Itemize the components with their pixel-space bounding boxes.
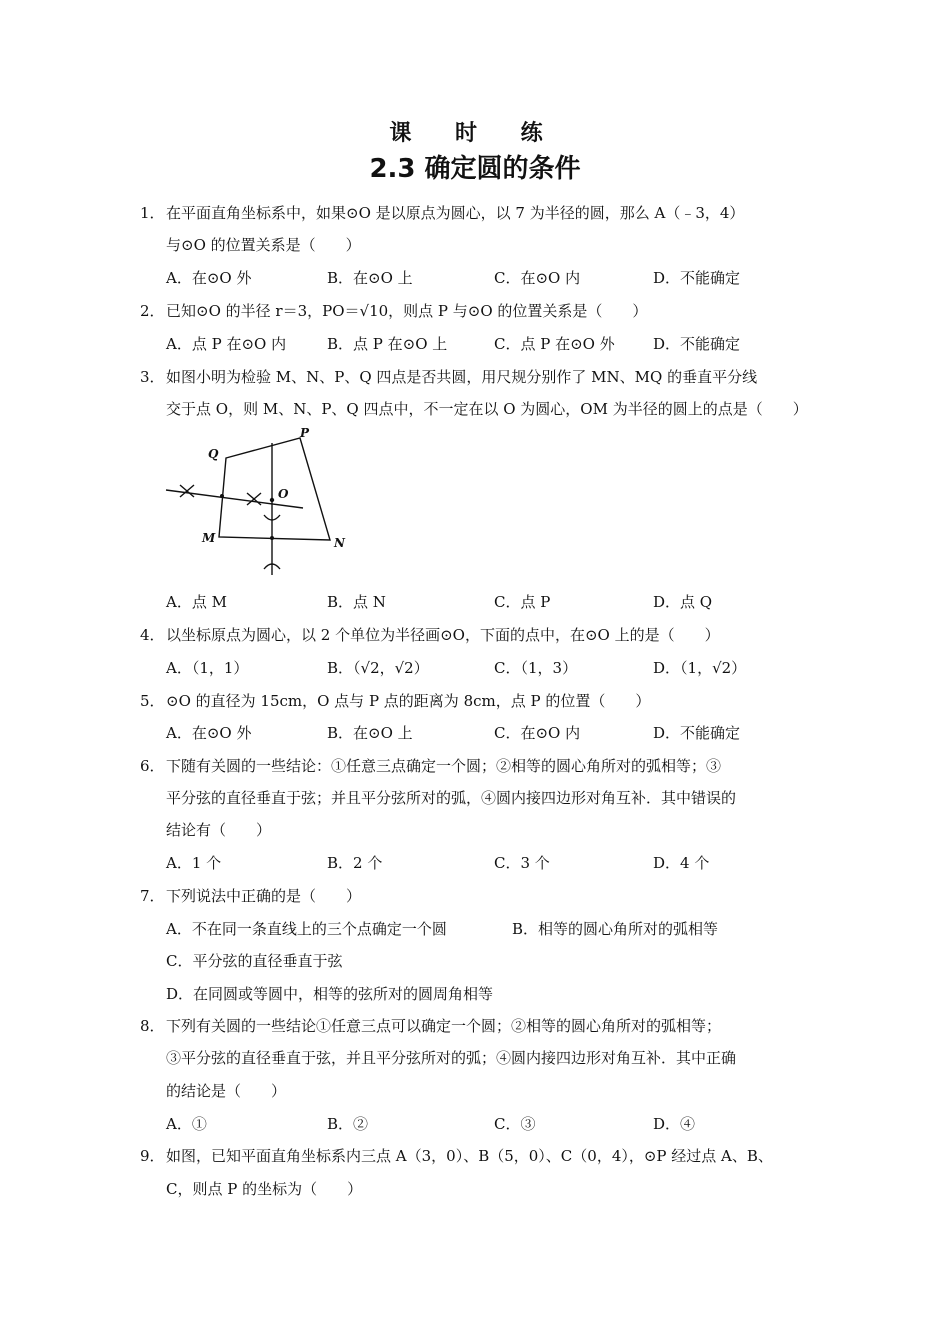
question-1-line-2: 与⊙O 的位置关系是（ ） — [166, 236, 361, 254]
question-1-option-a[interactable]: A．在⊙O 外 — [166, 269, 252, 287]
question-4-option-a[interactable]: A．（1，1） — [166, 659, 249, 677]
label-p: P — [300, 426, 310, 440]
question-8-option-b[interactable]: B．② — [327, 1115, 369, 1133]
question-8-number: 8． — [140, 1017, 165, 1035]
label-m: M — [202, 531, 216, 545]
question-1-number: 1． — [140, 204, 165, 222]
question-7-line-1: 下列说法中正确的是（ ） — [166, 887, 362, 905]
question-7-number: 7． — [140, 887, 165, 905]
question-2-option-b[interactable]: B．点 P 在⊙O 上 — [327, 335, 448, 353]
question-6-number: 6． — [140, 757, 165, 775]
question-3-option-c[interactable]: C．点 P — [494, 593, 551, 611]
question-6-option-d[interactable]: D．4 个 — [653, 854, 710, 872]
question-8-line-2: ③平分弦的直径垂直于弦，并且平分弦所对的弧；④圆内接四边形对角互补．其中正确 — [166, 1049, 737, 1067]
question-4-option-d[interactable]: D．（1，√2） — [653, 659, 747, 677]
question-9-line-1: 如图，已知平面直角坐标系内三点 A（3，0）、B（5，0）、C（0，4），⊙P 经过点 A、B、 — [166, 1147, 773, 1165]
question-8-option-a[interactable]: A．① — [166, 1115, 207, 1133]
quadrilateral-mnpq — [219, 438, 330, 540]
question-8-line-3: 的结论是（ ） — [166, 1082, 287, 1100]
question-5-option-c[interactable]: C．在⊙O 内 — [494, 724, 581, 742]
question-6-option-c[interactable]: C．3 个 — [494, 854, 550, 872]
label-n: N — [334, 536, 345, 550]
question-3-line-2: 交于点 O，则 M、N、P、Q 四点中，不一定在以 O 为圆心，OM 为半径的圆上的点是（ ） — [166, 400, 808, 418]
question-8-option-c[interactable]: C．③ — [494, 1115, 536, 1133]
question-9-line-2: C，则点 P 的坐标为（ ） — [166, 1180, 363, 1198]
question-4-option-c[interactable]: C．（1，3） — [494, 659, 578, 677]
question-5-option-b[interactable]: B．在⊙O 上 — [327, 724, 413, 742]
lesson-title: 2.3 确定圆的条件 — [369, 154, 581, 184]
question-7-option-a[interactable]: A．不在同一条直线上的三个点确定一个圆 — [166, 920, 447, 938]
question-4-line-1: 以坐标原点为圆心，以 2 个单位为半径画⊙O，下面的点中，在⊙O 上的是（ ） — [166, 626, 720, 644]
question-3-line-1: 如图小明为检验 M、N、P、Q 四点是否共圆，用尺规分别作了 MN、MQ 的垂直平分线 — [166, 368, 758, 386]
question-8-line-1: 下列有关圆的一些结论①任意三点可以确定一个圆；②相等的圆心角所对的弧相等； — [166, 1017, 722, 1035]
question-3-option-b[interactable]: B．点 N — [327, 593, 386, 611]
question-6-line-3: 结论有（ ） — [166, 821, 272, 839]
question-5-option-d[interactable]: D．不能确定 — [653, 724, 741, 742]
question-6-line-2: 平分弦的直径垂直于弦；并且平分弦所对的弧，④圆内接四边形对角互补．其中错误的 — [166, 789, 737, 807]
question-1-line-1: 在平面直角坐标系中，如果⊙O 是以原点为圆心，以 7 为半径的圆，那么 A（﹣3，4） — [166, 204, 745, 222]
question-2-option-d[interactable]: D．不能确定 — [653, 335, 741, 353]
question-6-line-1: 下随有关圆的一些结论：①任意三点确定一个圆；②相等的圆心角所对的弧相等；③ — [166, 757, 722, 775]
question-3-figure — [160, 425, 360, 585]
question-1-option-d[interactable]: D．不能确定 — [653, 269, 741, 287]
question-5-number: 5． — [140, 692, 165, 710]
question-7-option-d[interactable]: D．在同圆或等圆中，相等的弦所对的圆周角相等 — [166, 985, 494, 1003]
question-1-option-b[interactable]: B．在⊙O 上 — [327, 269, 413, 287]
question-7-option-b[interactable]: B．相等的圆心角所对的弧相等 — [512, 920, 719, 938]
question-6-option-b[interactable]: B．2 个 — [327, 854, 383, 872]
label-o: O — [278, 487, 289, 501]
question-6-option-a[interactable]: A．1 个 — [166, 854, 222, 872]
question-2-line-1: 已知⊙O 的半径 r＝3，PO＝√10，则点 P 与⊙O 的位置关系是（ ） — [166, 302, 648, 320]
question-5-line-1: ⊙O 的直径为 15cm，O 点与 P 点的距离为 8cm，点 P 的位置（ ） — [166, 692, 651, 710]
question-1-option-c[interactable]: C．在⊙O 内 — [494, 269, 581, 287]
question-2-option-a[interactable]: A．点 P 在⊙O 内 — [166, 335, 287, 353]
worksheet-heading: 课 时 练 — [389, 120, 561, 146]
question-2-option-c[interactable]: C．点 P 在⊙O 外 — [494, 335, 615, 353]
question-3-option-a[interactable]: A．点 M — [166, 593, 227, 611]
question-9-number: 9． — [140, 1147, 165, 1165]
question-4-option-b[interactable]: B．（√2，√2） — [327, 659, 429, 677]
question-3-option-d[interactable]: D．点 Q — [653, 593, 713, 611]
question-5-option-a[interactable]: A．在⊙O 外 — [166, 724, 252, 742]
label-q: Q — [208, 447, 219, 461]
question-7-option-c[interactable]: C．平分弦的直径垂直于弦 — [166, 952, 343, 970]
question-2-number: 2． — [140, 302, 165, 320]
question-3-number: 3． — [140, 368, 165, 386]
question-8-option-d[interactable]: D．④ — [653, 1115, 696, 1133]
question-4-number: 4． — [140, 626, 165, 644]
